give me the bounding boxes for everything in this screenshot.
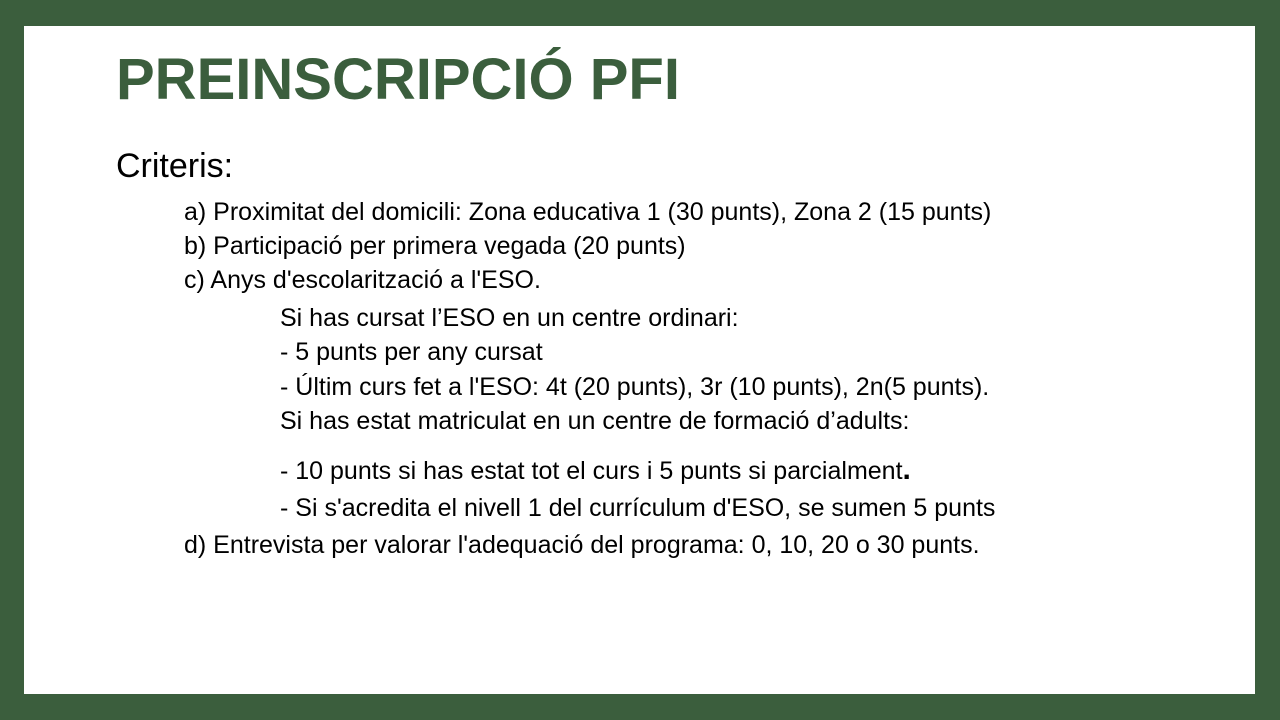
criterion-c-adult-item-1	[280, 455, 911, 486]
slide	[24, 26, 1255, 694]
criterion-d: d) Entrevista per valorar l'adequació del programa: 0, 10, 20 o 30 punts.	[184, 531, 980, 559]
criteria-heading: Criteris:	[116, 147, 234, 185]
criterion-b: b) Participació per primera vegada (20 punts)	[184, 232, 686, 260]
criterion-c: c) Anys d'escolarització a l'ESO.	[184, 266, 541, 294]
criterion-c-ordinary-item-1: - 5 punts per any cursat	[280, 338, 543, 366]
criterion-c-adult-item-2: - Si s'acredita el nivell 1 del currículum d'ESO, se sumen 5 punts	[280, 494, 996, 522]
criterion-c-ordinary-intro: Si has cursat l’ESO en un centre ordinari:	[280, 304, 739, 332]
criterion-c-adult-item-1-text: - 10 punts si has estat tot el curs i 5 punts si parcialment	[280, 457, 903, 485]
criterion-c-ordinary-item-2: - Últim curs fet a l'ESO: 4t (20 punts), 3r (10 punts), 2n(5 punts).	[280, 373, 990, 401]
slide-title: PREINSCRIPCIÓ PFI	[116, 47, 680, 112]
criterion-c-adult-intro: Si has estat matriculat en un centre de formació d’adults:	[280, 407, 910, 435]
criterion-c-adult-item-1-period: .	[902, 453, 911, 486]
criterion-a: a) Proximitat del domicili: Zona educativa 1 (30 punts), Zona 2 (15 punts)	[184, 198, 992, 226]
